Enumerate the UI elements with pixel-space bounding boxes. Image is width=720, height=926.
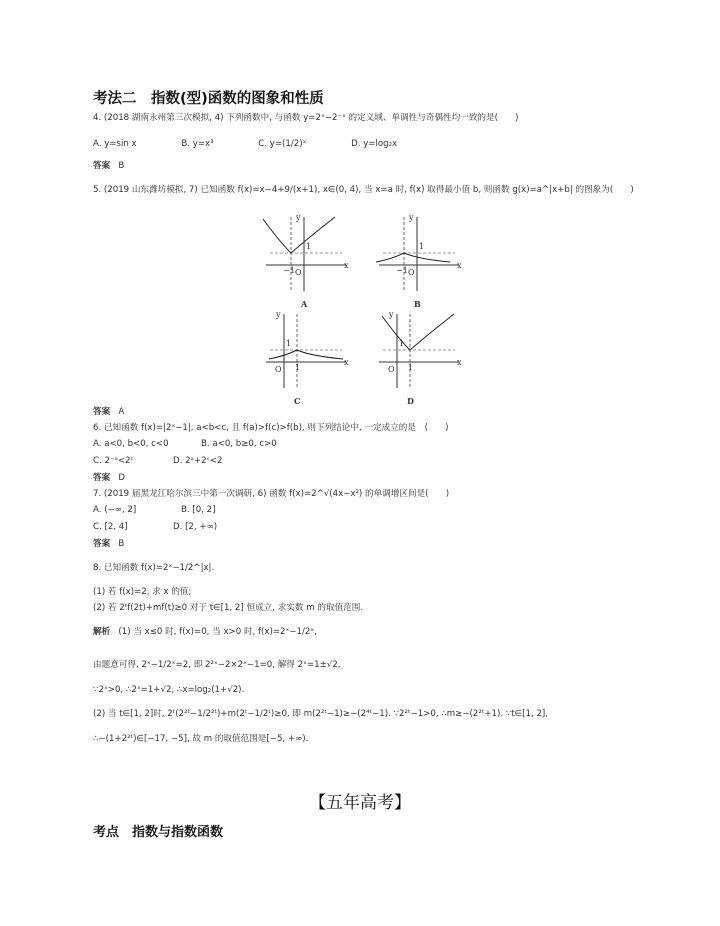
origin-label: O — [295, 268, 302, 277]
answer-label: 答案 — [93, 473, 111, 483]
option-a: A. y=sin x — [93, 139, 137, 149]
origin-label: O — [388, 365, 395, 374]
function-curve — [269, 350, 343, 359]
question-7-stem: 7. (2019 届黑龙江哈尔滨三中第一次调研, 6) 函数 f(x)=2^√(4x−x²) 的单调增区间是( ) — [93, 489, 450, 499]
section-2-title: 【五年高考】 — [309, 793, 411, 813]
option-a: A. (−∞, 2] — [93, 505, 137, 515]
option-d: D. y=log₂x — [351, 139, 398, 149]
graph-caption: D — [407, 396, 414, 406]
section-title: 考法二 指数(型)函数的图象和性质 — [93, 91, 324, 107]
question-4-stem: 4. (2018 湖南永州第三次模拟, 4) 下列函数中, 与函数 y=2ˣ−2⁻ˣ 的定义域、单调性与奇偶性均一致的是( ) — [93, 113, 519, 123]
section-2-subtitle: 考点 指数与指数函数 — [93, 825, 224, 840]
y-axis-label: y — [409, 213, 414, 222]
option-c: C. y=(1/2)ˣ — [258, 139, 307, 149]
option-d: D. [2, +∞) — [173, 522, 218, 532]
y-tick-label: 1 — [286, 339, 292, 348]
option-b: B. [0, 2] — [181, 505, 216, 515]
option-c: C. 2⁻ᵃ<2ᶜ — [93, 456, 134, 466]
question-6-options-row1 — [93, 438, 277, 450]
solution-label: 解析 — [93, 627, 111, 637]
graph-option-c — [262, 310, 352, 410]
answer-label: 答案 — [93, 161, 111, 171]
solution-line-4: (2) 当 t∈[1, 2]时, 2ᵗ(2²ᵗ−1/2²ᵗ)+m(2ᵗ−1/2ᵗ)≥0, 即 m(2²ᵗ−1)≥−(2⁴ᵗ−1). ∵2²ᵗ−1>0, ∴m≥−(2²ᵗ+1). ∵t∈[1, 2], — [93, 709, 548, 719]
option-c: C. [2, 4] — [93, 522, 128, 532]
y-axis-label: y — [389, 310, 394, 319]
y-axis-label: y — [276, 310, 281, 319]
answer-value: B — [118, 161, 125, 171]
solution-line-1 — [93, 626, 317, 638]
y-tick-label: 1 — [306, 242, 312, 251]
option-d: D. 2ᵃ+2ᶜ<2 — [173, 456, 223, 466]
solution-line-5: ∴−(1+2²ᵗ)∈[−17, −5], 故 m 的取值范围是[−5, +∞). — [93, 734, 309, 744]
x-tick-label: 1 — [295, 363, 301, 372]
graph-caption: B — [414, 299, 421, 309]
question-8-part-1: (1) 若 f(x)=2, 求 x 的值; — [93, 587, 192, 597]
y-tick-label: 1 — [399, 339, 405, 348]
option-a: A. a<0, b<0, c<0 — [93, 439, 169, 449]
x-axis-label: x — [344, 261, 349, 270]
question-7-answer — [93, 538, 124, 550]
solution-text: (1) 当 x≤0 时, f(x)=0, 当 x>0 时, f(x)=2ˣ−1/2ˣ, — [118, 627, 317, 637]
option-b: B. a<0, b≥0, c>0 — [201, 439, 277, 449]
x-axis-label: x — [344, 358, 349, 367]
x-axis-label: x — [457, 358, 462, 367]
graph-caption: A — [301, 299, 308, 309]
question-4-options — [93, 138, 397, 150]
question-6-options-row2 — [93, 455, 222, 467]
function-curve — [376, 253, 450, 262]
answer-label: 答案 — [93, 407, 111, 417]
x-tick-label: 1 — [408, 363, 414, 372]
y-axis-label: y — [296, 213, 301, 222]
graph-option-b — [375, 213, 465, 313]
graph-option-d — [375, 310, 465, 410]
x-tick-label: −1 — [283, 266, 295, 275]
function-curve — [263, 217, 335, 253]
origin-label: O — [275, 365, 282, 374]
question-5-answer — [93, 406, 124, 418]
function-curve — [382, 314, 454, 350]
y-tick-label: 1 — [419, 242, 425, 251]
graph-caption: C — [294, 396, 301, 406]
x-tick-label: −1 — [396, 266, 408, 275]
question-8-stem: 8. 已知函数 f(x)=2ˣ−1/2^|x|. — [93, 563, 215, 573]
graph-option-a — [262, 213, 352, 313]
solution-line-3: ∵2ˣ>0, ∴2ˣ=1+√2, ∴x=log₂(1+√2). — [93, 685, 245, 695]
x-axis-label: x — [457, 261, 462, 270]
answer-value: B — [118, 539, 125, 549]
origin-label: O — [408, 268, 415, 277]
question-7-options-row2 — [93, 521, 217, 533]
question-4-answer — [93, 160, 124, 172]
question-6-answer — [93, 472, 125, 484]
answer-value: D — [118, 473, 126, 483]
option-b: B. y=x³ — [181, 139, 214, 149]
question-8-part-2: (2) 若 2ᵗf(2t)+mf(t)≥0 对于 t∈[1, 2] 恒成立, 求实数 m 的取值范围. — [93, 603, 364, 613]
question-5-stem: 5. (2019 山东潍坊模拟, 7) 已知函数 f(x)=x−4+9/(x+1), x∈(0, 4), 当 x=a 时, f(x) 取得最小值 b, 则函数 g(x)=a^|x+b| 的图象为( ) — [93, 185, 634, 195]
solution-line-2: 由题意可得, 2ˣ−1/2ˣ=2, 即 2²ˣ−2×2ˣ−1=0, 解得 2ˣ=1±√2, — [93, 660, 341, 670]
answer-value: A — [118, 407, 125, 417]
question-6-stem: 6. 已知函数 f(x)=|2ˣ−1|, a<b<c, 且 f(a)>f(c)>f(b), 则下列结论中, 一定成立的是 ( ) — [93, 423, 449, 433]
answer-label: 答案 — [93, 539, 111, 549]
question-7-options-row1 — [93, 504, 215, 516]
